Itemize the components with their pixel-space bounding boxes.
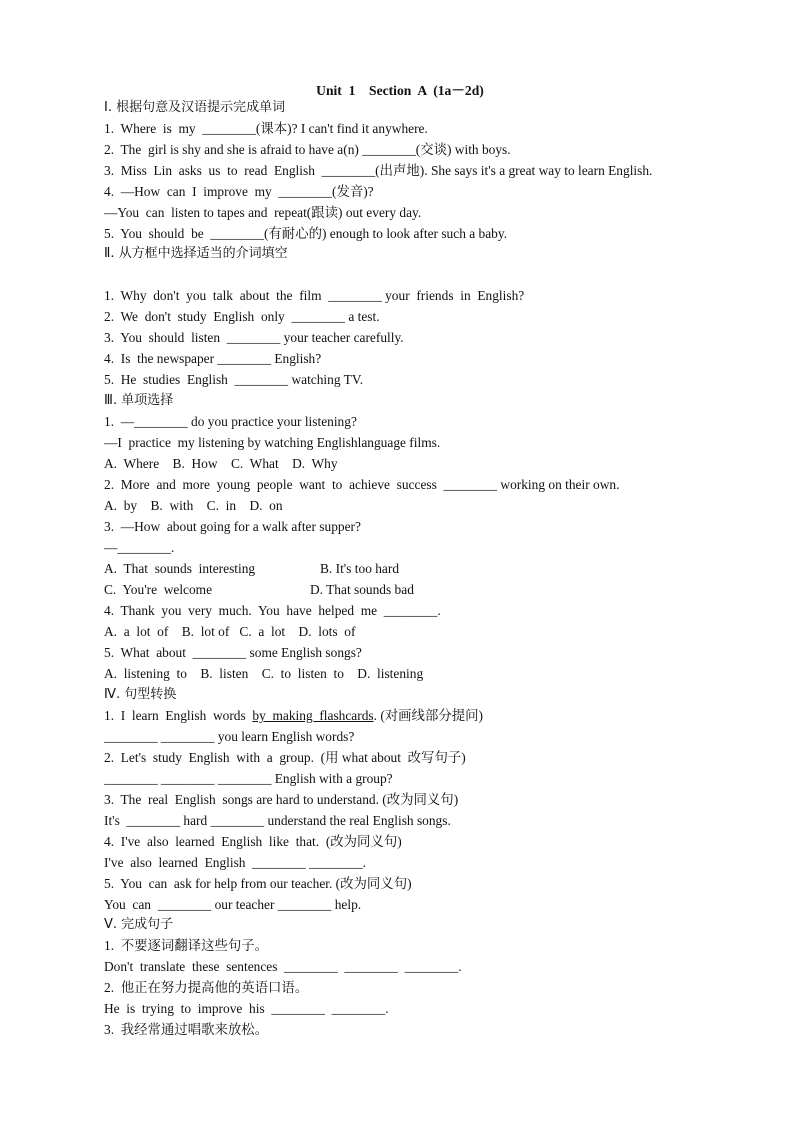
part1-question-4-reply: —You can listen to tapes and repeat(跟读) out every day. bbox=[104, 205, 422, 220]
part3-question-2-options: A. by B. with C. in D. on bbox=[104, 498, 283, 513]
part2-question-4: 4. Is the newspaper ________ English? bbox=[104, 351, 322, 366]
part1-question-4: 4. —How can I improve my ________(发音)? bbox=[104, 184, 374, 199]
part3-question-5: 5. What about ________ some English songs? bbox=[104, 645, 362, 660]
part2-question-3: 3. You should listen ________ your teacher carefully. bbox=[104, 330, 404, 345]
part4-question-2: 2. Let's study English with a group. (用 what about 改写句子) bbox=[104, 750, 466, 765]
part3-question-3-option-a: A. That sounds interesting bbox=[104, 561, 256, 576]
section-heading-5: Ⅴ. 完成句子 bbox=[104, 917, 174, 932]
part2-question-1: 1. Why don't you talk about the film ________ your friends in English? bbox=[104, 288, 525, 303]
part5-answer-2: He is trying to improve his ________ ________. bbox=[104, 1001, 389, 1016]
part5-question-2: 2. 他正在努力提高他的英语口语。 bbox=[104, 980, 309, 995]
part3-question-1-reply: —I practice my listening by watching Englishlanguage films. bbox=[104, 435, 441, 450]
section-heading-2: Ⅱ. 从方框中选择适当的介词填空 bbox=[104, 246, 288, 261]
part3-question-2: 2. More and more young people want to achieve success ________ working on their own. bbox=[104, 477, 620, 492]
part4-question-4: 4. I've also learned English like that. (改为同义句) bbox=[104, 834, 402, 849]
part3-question-4: 4. Thank you very much. You have helped me ________. bbox=[104, 603, 441, 618]
part5-answer-1: Don't translate these sentences ________ ________ ________. bbox=[104, 959, 462, 974]
part4-answer-1: ________ ________ you learn English words? bbox=[104, 729, 355, 744]
part3-question-1: 1. —________ do you practice your listening? bbox=[104, 414, 357, 429]
section-heading-4: Ⅳ. 句型转换 bbox=[104, 687, 177, 702]
part4-answer-4: I've also learned English ________ ________. bbox=[104, 855, 366, 870]
part3-question-4-options: A. a lot of B. lot of C. a lot D. lots of bbox=[104, 624, 356, 639]
underlined-phrase: by making flashcards bbox=[252, 708, 374, 723]
part2-question-2: 2. We don't study English only ________ a test. bbox=[104, 309, 380, 324]
part1-question-1: 1. Where is my ________(课本)? I can't find it anywhere. bbox=[104, 121, 428, 136]
part4-question-1-instruction: . (对画线部分提问) bbox=[373, 708, 483, 723]
part4-question-1 bbox=[104, 706, 483, 726]
part1-question-3: 3. Miss Lin asks us to read English ________(出声地). She says it's a great way to learn English. bbox=[104, 163, 653, 178]
part4-question-5: 5. You can ask for help from our teacher. (改为同义句) bbox=[104, 876, 412, 891]
part1-question-2: 2. The girl is shy and she is afraid to have a(n) ________(交谈) with boys. bbox=[104, 142, 511, 157]
part5-question-1: 1. 不要逐词翻译这些句子。 bbox=[104, 938, 269, 953]
part3-question-1-options: A. Where B. How C. What D. Why bbox=[104, 456, 338, 471]
part4-answer-2: ________ ________ ________ English with a group? bbox=[104, 771, 393, 786]
part2-question-5: 5. He studies English ________ watching TV. bbox=[104, 372, 364, 387]
part4-question-3: 3. The real English songs are hard to understand. (改为同义句) bbox=[104, 792, 459, 807]
section-heading-3: Ⅲ. 单项选择 bbox=[104, 393, 174, 408]
part3-question-5-options: A. listening to B. listen C. to listen to D. listening bbox=[104, 666, 424, 681]
part4-question-1-text: 1. I learn English words bbox=[104, 708, 253, 723]
part3-question-3-option-d: D. That sounds bad bbox=[310, 582, 414, 597]
part4-answer-5: You can ________ our teacher ________ help. bbox=[104, 897, 362, 912]
part3-question-3: 3. —How about going for a walk after supper? bbox=[104, 519, 361, 534]
part4-answer-3: It's ________ hard ________ understand the real English songs. bbox=[104, 813, 451, 828]
page-title: Unit 1 Section A (1a－2d) bbox=[316, 83, 484, 98]
part3-question-3-option-c: C. You're welcome bbox=[104, 582, 213, 597]
part3-question-3-option-b: B. It's too hard bbox=[320, 561, 400, 576]
part5-question-3: 3. 我经常通过唱歌来放松。 bbox=[104, 1022, 269, 1037]
part1-question-5: 5. You should be ________(有耐心的) enough to look after such a baby. bbox=[104, 226, 508, 241]
section-heading-1: Ⅰ. 根据句意及汉语提示完成单词 bbox=[104, 100, 286, 115]
part3-question-3-reply: —________. bbox=[104, 540, 175, 555]
